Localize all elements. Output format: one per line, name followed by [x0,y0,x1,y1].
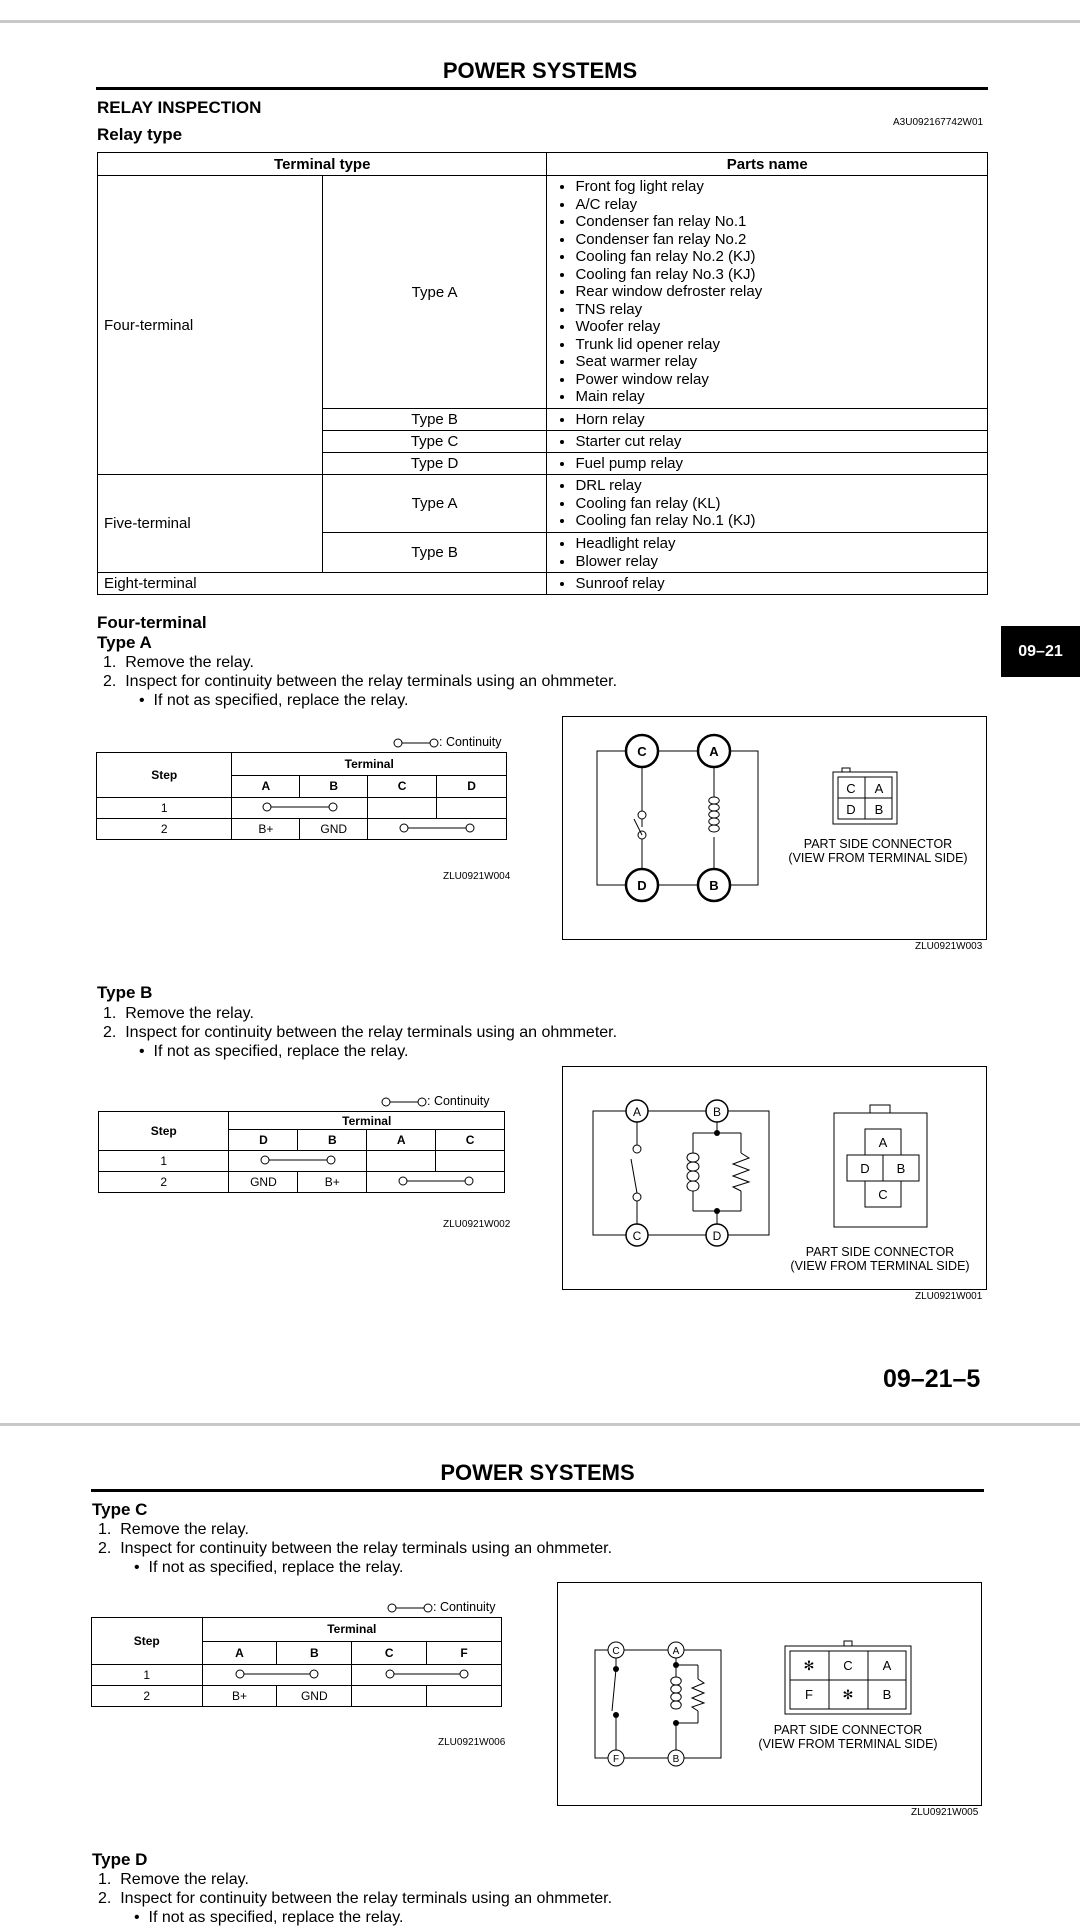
continuity-symbol-icon [387,1602,433,1614]
col-header: A [232,775,300,798]
step-cell: 2 [92,1686,203,1707]
step-2: 2. Inspect for continuity between the relay terminals using an ohmmeter. [103,673,618,690]
section-title: RELAY INSPECTION [97,98,262,117]
step-cell: 1 [92,1665,203,1686]
page-title: POWER SYSTEMS [442,58,638,83]
pin-label: D [637,878,647,893]
type-b-steps [103,1004,617,1061]
step-1: 1. Remove the relay. [103,1005,254,1022]
part-item: • Power window relay [575,371,981,389]
pin-label: A [709,744,719,759]
type-d-steps [98,1870,612,1927]
step-2: 2. Inspect for continuity between the relay terminals using an ohmmeter. [98,1540,613,1557]
part-item: • Condenser fan relay No.2 [575,231,981,249]
part-item: • Rear window defroster relay [575,283,981,301]
terminal-eight: Eight-terminal [98,573,547,595]
step-1: 1. Remove the relay. [98,1521,249,1538]
pin-label: B [672,1754,680,1765]
relay-diagram-type-c [557,1582,982,1806]
continuity-table-type-c [91,1617,502,1707]
part-item: • Main relay [575,388,981,406]
type-a-heading: Type A [97,633,152,652]
svg-text:D: D [846,802,856,817]
svg-text:✻: ✻ [842,1688,854,1703]
header-parts-name: Parts name [547,153,988,176]
svg-text:B: B [882,1687,892,1702]
col-header: B [298,1130,367,1151]
col-header: D [229,1130,298,1151]
svg-text:C: C [846,781,856,796]
type-a-steps [103,653,617,710]
continuity-mark [202,1665,352,1686]
parts-cell [547,573,988,595]
svg-text:✻: ✻ [803,1659,815,1674]
relay-type-table [97,152,988,595]
part-item: • Seat warmer relay [575,353,981,371]
part-item: • Blower relay [575,553,981,571]
step-cell: 1 [99,1151,229,1172]
header-terminal-type: Terminal type [98,153,547,176]
terminal-cell: GND [300,819,368,840]
part-item: • Cooling fan relay No.1 (KJ) [575,512,981,530]
type-cell: Type A [322,176,547,409]
relay-diagram-type-b [562,1066,987,1290]
terminal-cell: GND [229,1172,298,1193]
continuity-legend: : Continuity [387,1600,496,1614]
header-step: Step [92,1618,203,1665]
col-header: B [277,1641,352,1665]
col-header: C [368,775,437,798]
four-terminal-heading: Four-terminal [97,613,207,632]
terminal-cell: GND [277,1686,352,1707]
step-bullet: • If not as specified, replace the relay. [134,1909,404,1926]
part-item: • Condenser fan relay No.1 [575,213,981,231]
svg-text:A: A [878,1135,888,1150]
type-cell: Type B [322,533,547,573]
page-top-rule [0,1423,1080,1426]
col-header: A [367,1130,436,1151]
page-title: POWER SYSTEMS [440,1460,635,1485]
col-header: F [427,1641,502,1665]
svg-text:C: C [878,1187,888,1202]
continuity-mark [367,1172,505,1193]
step-2: 2. Inspect for continuity between the relay terminals using an ohmmeter. [103,1024,618,1041]
step-2: 2. Inspect for continuity between the relay terminals using an ohmmeter. [98,1890,613,1907]
header-step: Step [97,753,232,798]
part-item: • A/C relay [575,196,981,214]
part-item: • TNS relay [575,301,981,319]
connector-caption: PART SIDE CONNECTOR (VIEW FROM TERMINAL SIDE) [788,837,968,865]
pin-label: B [712,1105,722,1119]
section-tab: 09–21 [1001,626,1080,677]
part-item: • Horn relay [575,411,981,429]
figure-code: ZLU0921W001 [915,1291,983,1302]
part-item: • DRL relay [575,477,981,495]
pin-label: D [712,1229,722,1243]
part-item: • Trunk lid opener relay [575,336,981,354]
step-bullet: • If not as specified, replace the relay. [139,1043,409,1060]
continuity-symbol-icon [393,737,439,749]
part-item: • Cooling fan relay No.2 (KJ) [575,248,981,266]
title-rule [96,87,988,90]
col-header: B [300,775,368,798]
type-cell: Type D [322,453,547,475]
col-header: D [437,775,507,798]
continuity-mark [229,1151,367,1172]
step-1: 1. Remove the relay. [98,1871,249,1888]
parts-cell [547,453,988,475]
type-b-heading: Type B [97,983,153,1002]
continuity-mark [352,1665,502,1686]
type-cell: Type A [322,475,547,533]
pin-label: A [672,1646,680,1657]
terminal-cell: B+ [298,1172,367,1193]
step-1: 1. Remove the relay. [103,654,254,671]
continuity-table-type-a [96,752,507,840]
col-header: A [202,1641,277,1665]
part-item: • Headlight relay [575,535,981,553]
parts-cell [547,431,988,453]
part-item: • Woofer relay [575,318,981,336]
part-item: • Front fog light relay [575,178,981,196]
parts-cell [547,409,988,431]
connector-caption: PART SIDE CONNECTOR (VIEW FROM TERMINAL SIDE) [758,1723,938,1751]
terminal-four: Four-terminal [98,176,323,475]
svg-text:A: A [882,1658,892,1673]
svg-text:B: B [874,802,884,817]
svg-text:A: A [874,781,884,796]
figure-code: ZLU0921W002 [443,1219,511,1230]
svg-text:B: B [896,1161,906,1176]
continuity-mark [232,798,368,819]
part-item: • Cooling fan relay No.3 (KJ) [575,266,981,284]
step-cell: 2 [97,819,232,840]
header-terminal: Terminal [202,1618,501,1642]
parts-cell [547,533,988,573]
figure-code: ZLU0921W005 [911,1807,979,1818]
header-terminal: Terminal [229,1112,505,1130]
continuity-table-type-b [98,1111,505,1193]
continuity-legend: : Continuity [393,735,502,749]
step-cell: 1 [97,798,232,819]
page-top-rule [0,20,1080,23]
parts-cell [547,176,988,409]
part-item: • Cooling fan relay (KL) [575,495,981,513]
relay-diagram-type-a [562,716,987,940]
header-terminal: Terminal [232,753,507,776]
pin-label: F [612,1754,620,1765]
terminal-cell: B+ [202,1686,277,1707]
step-bullet: • If not as specified, replace the relay. [134,1559,404,1576]
continuity-legend: : Continuity [381,1094,490,1108]
part-item: • Fuel pump relay [575,455,981,473]
pin-label: B [709,878,719,893]
title-rule [91,1489,984,1492]
pin-label: C [612,1646,620,1657]
figure-code: ZLU0921W004 [443,871,511,882]
parts-cell [547,475,988,533]
terminal-five: Five-terminal [98,475,323,573]
type-cell: Type B [322,409,547,431]
part-item: • Sunroof relay [575,575,981,593]
step-bullet: • If not as specified, replace the relay. [139,692,409,709]
doc-code: A3U092167742W01 [893,117,984,128]
page-number: 09–21–5 [883,1365,981,1393]
subsection-title: Relay type [97,125,183,144]
header-step: Step [99,1112,229,1151]
pin-label: A [632,1105,642,1119]
col-header: C [352,1641,427,1665]
type-cell: Type C [322,431,547,453]
svg-text:D: D [860,1161,870,1176]
figure-code: ZLU0921W006 [438,1737,506,1748]
continuity-mark [368,819,507,840]
pin-label: C [632,1229,642,1243]
connector-caption: PART SIDE CONNECTOR (VIEW FROM TERMINAL SIDE) [790,1245,970,1273]
col-header: C [436,1130,505,1151]
svg-text:F: F [805,1687,813,1702]
continuity-symbol-icon [381,1096,427,1108]
svg-text:C: C [843,1658,853,1673]
part-item: • Starter cut relay [575,433,981,451]
figure-code: ZLU0921W003 [915,941,983,952]
terminal-cell: B+ [232,819,300,840]
type-c-heading: Type C [92,1500,148,1519]
pin-label: C [637,744,647,759]
type-c-steps [98,1520,612,1577]
step-cell: 2 [99,1172,229,1193]
type-d-heading: Type D [92,1850,148,1869]
